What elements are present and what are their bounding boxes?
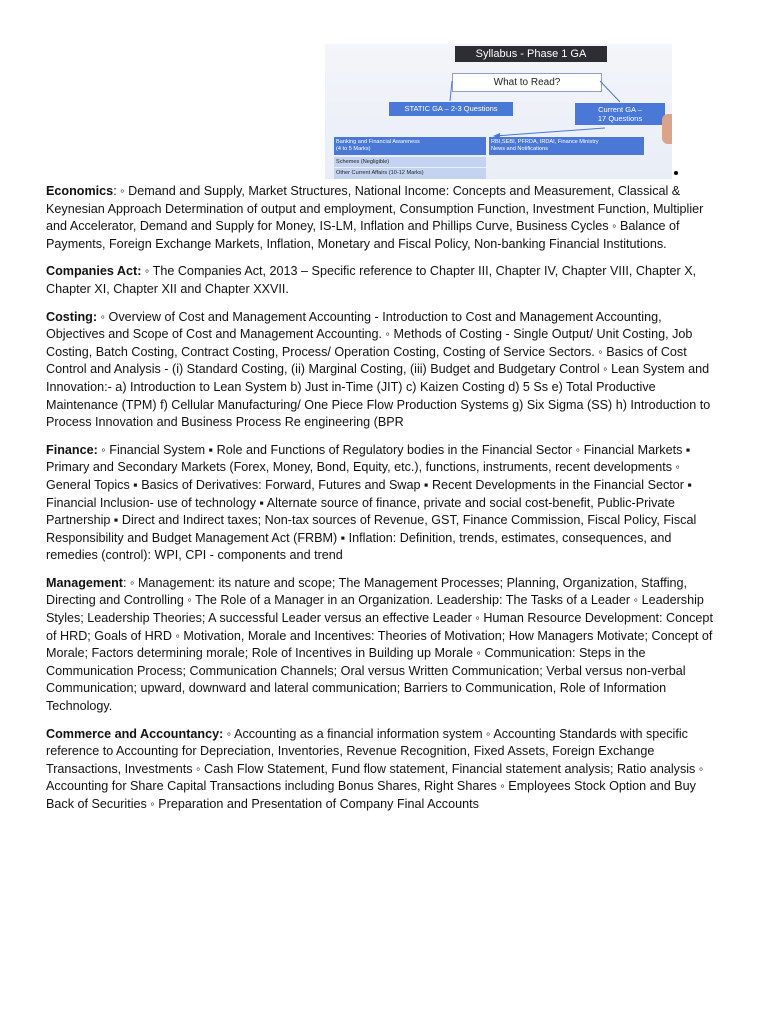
slide-title: Syllabus - Phase 1 GA xyxy=(455,46,607,62)
rbi-line2: News and Notifications xyxy=(491,146,548,152)
current-ga-line2: 17 Questions xyxy=(597,114,643,123)
section-heading: Companies Act: xyxy=(46,264,142,279)
section-heading: Economics xyxy=(46,184,114,198)
section-heading: Commerce and Accountancy: xyxy=(46,726,224,741)
section-body: ◦ Financial System ▪ Role and Functions of Regulatory bodies in the Financial Sector ◦ Financial Markets ▪ Primary and Secondary Markets (Forex, Money, Bond, Equity, etc.), functions, instruments, recent developments ◦ General Topics ▪ Basics of Derivatives: Forward, Futures and Swap ▪ Recent Developments in the Financial Sector ▪ Financial Inclusion- use of technology ▪ Alternate source of finance, private and social cost-benefit, Public-Private Partnership ▪ Direct and Indirect taxes; Non-tax sources of Revenue, GST, Finance Commission, Fiscal Policy, Fiscal Responsibility and Budget Management Act (FRBM) ▪ Inflation: Definition, trends, estimates, consequences, and remedies (control): WPI, CPI - components and trend xyxy=(46,442,697,563)
other-current-affairs-cell: Other Current Affairs (10-12 Marks) xyxy=(334,168,486,179)
bullet-dot xyxy=(674,171,678,175)
section-finance xyxy=(46,442,722,565)
presenter-hand xyxy=(662,114,672,144)
section-body: : ◦ Management: its nature and scope; The Management Processes; Planning, Organization, Staffing, Directing and Controlling ◦ The Role of a Manager in an Organization. Leadership: The Tasks of a Leader ◦ Leadership Styles; Leadership Theories; A successful Leader versus an effective Leader ◦ Human Resource Development: Concept of HRD; Goals of HRD ◦ Motivation, Morale and Incentives: Theories of Motivation; How Managers Motivate; Concept of Morale; Factors determining morale; Role of Incentives in Building up Morale ◦ Communication: Steps in the Communication Process; Communication Channels; Oral versus Written Communication; Verbal versus non-verbal Communication; upward, downward and lateral communication; Barriers to Communication, Role of Information Technology. xyxy=(46,575,713,714)
section-economics xyxy=(46,183,722,253)
section-costing xyxy=(46,309,722,432)
section-body: ◦ Accounting as a financial information system ◦ Accounting Standards with specific reference to Accounting for Depreciation, Inventories, Revenue Recognition, Fixed Assets, Foreign Exchange Transactions, Investments ◦ Cash Flow Statement, Fund flow statement, Financial statement analysis; Ratio analysis ◦ Accounting for Share Capital Transactions including Bonus Shares, Right Shares ◦ Employees Stock Option and Buy Back of Securities ◦ Preparation and Presentation of Company Final Accounts xyxy=(46,726,704,811)
current-ga-box xyxy=(575,103,665,125)
banking-line1: Banking and Financial Awareness xyxy=(336,139,420,145)
section-management xyxy=(46,575,722,716)
section-heading: Finance: xyxy=(46,442,98,457)
schemes-cell: Schemes (Negligible) xyxy=(334,157,486,167)
syllabus-slide-image xyxy=(325,44,672,179)
banking-awareness-cell xyxy=(334,137,486,155)
banking-line2: (4 to 5 Marks) xyxy=(336,146,371,152)
section-body: ◦ The Companies Act, 2013 – Specific reference to Chapter III, Chapter IV, Chapter VIII, Chapter X, Chapter XI, Chapter XII and Chapter XXVII. xyxy=(46,264,697,296)
regulators-news-cell xyxy=(489,137,644,155)
what-to-read-box: What to Read? xyxy=(452,73,602,92)
rbi-line1: RBI,SEBI, PFRDA, IRDAI, Finance Ministry xyxy=(491,139,599,145)
current-ga-line1: Current GA – xyxy=(598,105,642,114)
section-heading: Management xyxy=(46,575,123,590)
syllabus-content xyxy=(46,183,722,824)
static-ga-box: STATIC GA – 2-3 Questions xyxy=(389,102,513,116)
section-commerce-accountancy xyxy=(46,726,722,814)
section-body: : ◦ Demand and Supply, Market Structures, National Income: Concepts and Measurement, Classical & Keynesian Approach Determination of output and employment, Consumption Function, Investment Function, Multiplier and Accelerator, Demand and Supply for Money, IS-LM, Inflation and Phillips Curve, Business Cycles ◦ Balance of Payments, Foreign Exchange Markets, Inflation, Monetary and Fiscal Policy, Non-banking Financial Institutions. xyxy=(46,184,704,251)
section-heading: Costing: xyxy=(46,309,98,324)
section-body: ◦ Overview of Cost and Management Accounting - Introduction to Cost and Management Accounting, Objectives and Scope of Cost and Management Accounting. ◦ Methods of Costing - Single Output/ Unit Costing, Job Costing, Batch Costing, Contract Costing, Process/ Operation Costing, Costing of Service Sectors. ◦ Basics of Cost Control and Analysis - (i) Standard Costing, (ii) Marginal Costing, (iii) Budget and Budgetary Control ◦ Lean System and Innovation:- a) Introduction to Lean System b) Just in-Time (JIT) c) Kaizen Costing d) 5 Ss e) Total Productive Maintenance (TPM) f) Cellular Manufacturing/ One Piece Flow Production Systems g) Six Sigma (SS) h) Introduction to Process Innovation and Business Process Re engineering (BPR xyxy=(46,309,711,430)
section-companies-act xyxy=(46,263,722,298)
